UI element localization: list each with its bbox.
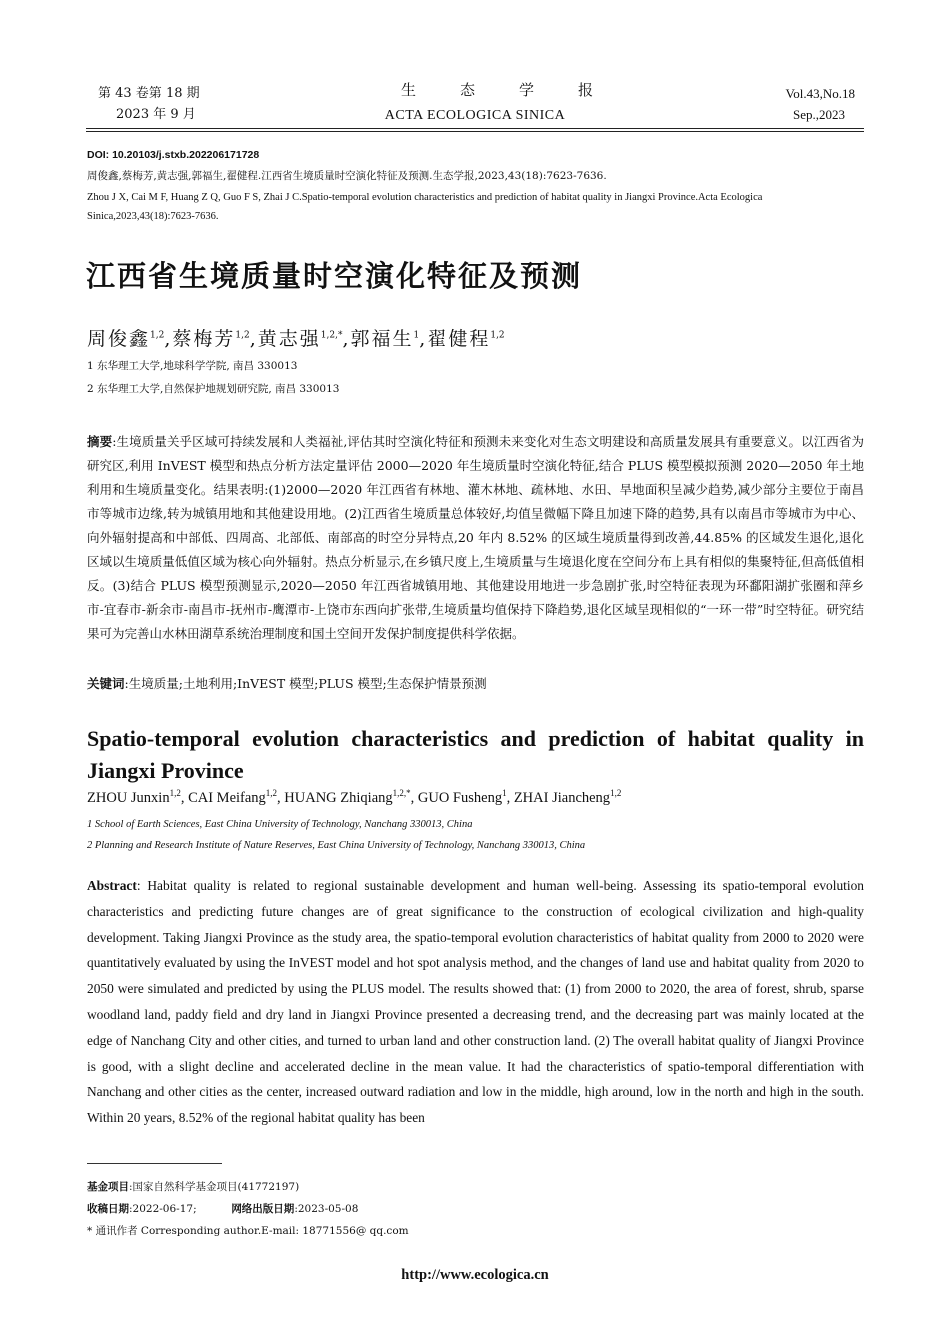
author-sup: 1,2 <box>150 330 165 341</box>
keywords-cn-text: :生境质量;土地利用;InVEST 模型;PLUS 模型;生态保护情景预测 <box>124 676 487 691</box>
author-cn: 翟健程 <box>427 328 491 350</box>
header-rule-bottom <box>86 131 864 132</box>
authors-en: ZHOU Junxin$^{1,2}$, CAI Meifang$^{1,2}$, HUANG Zhiqiang$^{1,2,*}$, GUO Fusheng$^1$, ZHAI Jiancheng$^{1,2}$ <box>87 788 622 806</box>
author-cn: 周俊鑫 <box>87 328 151 350</box>
author-sup: 1,2 <box>169 788 181 798</box>
abstract-en <box>87 873 864 1131</box>
fund-footnote <box>87 1177 299 1197</box>
citation-en: Zhou J X, Cai M F, Huang Z Q, Guo F S, Zhai J C.Spatio-temporal evolution characteristics and prediction of habitat quality in Jiangxi Province.Acta Ecologica Sinica,2023,43(18):7623-7636. <box>87 192 763 222</box>
author-cn: 郭福生 <box>350 328 414 350</box>
author-en: CAI Meifang <box>188 789 266 806</box>
affiliation-cn: 1 东华理工大学,地球科学学院, 南昌 330013 <box>87 360 298 372</box>
author-en: ZHAI Jiancheng <box>513 789 611 806</box>
journal-name-en: ACTA ECOLOGICA SINICA <box>384 108 566 123</box>
received-date: :2022-06-17; <box>129 1203 197 1215</box>
doi-value[interactable]: : 10.20103/j.stxb.202206171728 <box>105 149 260 161</box>
author-sup: 1,2 <box>610 788 622 798</box>
fund-text: :国家自然科学基金项目(41772197) <box>129 1181 300 1193</box>
title-en: Spatio-temporal evolution characteristics and prediction of habitat quality in Jiangxi Province <box>87 726 864 783</box>
title-cn: 江西省生境质量时空演化特征及预测 <box>86 259 583 293</box>
footer-url[interactable]: http://www.ecologica.cn <box>401 1267 549 1283</box>
author-cn: 蔡梅芳 <box>172 328 236 350</box>
author-sup: 1,2 <box>490 330 505 341</box>
authors-cn: 周俊鑫$^{1,2}$,蔡梅芳$^{1,2}$,黄志强$^{1,2,*}$,郭福生$^1$,翟健程$^{1,2}$ <box>87 328 505 350</box>
author-sup: 1 <box>502 788 507 798</box>
author-en: GUO Fusheng <box>417 789 503 806</box>
abstract-cn-label: 摘要 <box>87 434 113 449</box>
online-date: :2023-05-08 <box>294 1203 359 1215</box>
abstract-en-text: : Habitat quality is related to regional sustainable development and human well-being. Assessing its spatio-temporal evolution characteristics and predicting future changes are of great significance to the construction of ecological civilization and high-quality development. Taking Jiangxi Province as the study area, the spatio-temporal evolution characteristics of habitat quality from 2000 to 2020 were quantitatively evaluated by using the InVEST model and hot spot analysis method, and the changes of land use and habitat quality from 2020 to 2050 were simulated and predicted by using the PLUS model. The results showed that: (1) from 2000 to 2020, the area of forest, shrub, sparse woodland land, paddy field and dry land in Jiangxi Province presented a decreasing trend, and the decreasing part was mainly located at the edge of Nanchang City and other cities, and turned to urban land and other construction land. (2) The overall habitat quality of Jiangxi Province is good, with a slight decline and accelerated decline in the mean value. It had the characteristics of spatio-temporal differentiation with Nanchang and other cities as the center, increased outward radiation and low in the middle, high around, low in the north and high in the south. Within 20 years, 8.52% of the regional habitat quality has been <box>87 878 864 1126</box>
abstract-en-label: Abstract <box>87 878 137 893</box>
keywords-cn-label: 关键词 <box>87 676 125 691</box>
corresponding-footnote: * 通讯作者 Corresponding author.E-mail: 18771556@ qq.com <box>87 1225 409 1237</box>
received-label: 收稿日期 <box>87 1203 129 1215</box>
author-sup: 1,2,* <box>320 330 343 341</box>
dates-footnote <box>87 1199 358 1219</box>
author-en: ZHOU Junxin <box>87 789 170 806</box>
author-sup: 1 <box>413 330 420 341</box>
affiliation-cn: 2 东华理工大学,自然保护地规划研究院, 南昌 330013 <box>87 383 340 395</box>
date-cn: 2023 年 9 月 <box>116 107 196 122</box>
affiliation-en: 1 School of Earth Sciences, East China University of Technology, Nanchang 330013, China <box>87 819 473 830</box>
doi-label: DOI <box>87 149 106 161</box>
abstract-cn <box>87 430 864 646</box>
online-label: 网络出版日期 <box>231 1203 295 1215</box>
volume-issue-cn: 第 43 卷第 18 期 <box>98 86 200 101</box>
author-sup: 1,2,* <box>392 788 411 798</box>
date-en: Sep.,2023 <box>793 107 845 122</box>
volume-issue-en: Vol.43,No.18 <box>785 86 855 101</box>
abstract-cn-text: :生境质量关乎区域可持续发展和人类福祉,评估其时空演化特征和预测未来变化对生态文明建设和高质量发展具有重要意义。以江西省为研究区,利用 InVEST 模型和热点分析方法定量评估 2000—2020 年生境质量时空演化特征,结合 PLUS 模型模拟预测 2020—2050 年土地利用和生境质量变化。结果表明:(1)2000—2020 年江西省有林地、灌木林地、疏林地、水田、旱地面积呈减少趋势,减少部分主要位于南昌市等城市边缘,转为城镇用地和其他建设用地。(2)江西省生境质量总体较好,均值呈微幅下降且加速下降的趋势,具有以南昌市等城市为中心、向外辐射提高和中部低、四周高、北部低、南部高的时空分异特点,20 年内 8.52% 的区域生境质量得到改善,44.85% 的区域发生退化,退化区域以生境质量低值区域为核心向外辐射。热点分析显示,在乡镇尺度上,生境质量与生境退化度在空间分布上具有相似的集聚特征,但高低值相反。(3)结合 PLUS 模型预测显示,2020—2050 年江西省城镇用地、其他建设用地进一步急剧扩张,时空特征表现为环鄱阳湖扩张圈和萍乡市-宜春市-新余市-南昌市-抚州市-鹰潭市-上饶市东西向扩张带,生境质量均值保持下降趋势,退化区域呈现相似的“一环一带”时空特征。研究结果可为完善山水林田湖草系统治理制度和国土空间开发保护制度提供科学依据。 <box>87 434 864 641</box>
citation-cn: 周俊鑫,蔡梅芳,黄志强,郭福生,翟健程.江西省生境质量时空演化特征及预测.生态学报,2023,43(18):7623-7636. <box>87 170 607 182</box>
author-sup: 1,2 <box>265 788 278 798</box>
affiliation-en: 2 Planning and Research Institute of Nature Reserves, East China University of Technology, Nanchang 330013, China <box>87 840 586 851</box>
author-sup: 1,2 <box>235 330 250 341</box>
author-en: HUANG Zhiqiang <box>284 789 393 806</box>
journal-name-cn: 生态学报 <box>400 81 637 99</box>
author-cn: 黄志强 <box>257 328 321 350</box>
header-rule-top <box>86 128 864 129</box>
doi-line <box>87 146 863 165</box>
keywords-cn <box>87 674 487 694</box>
footnote-rule <box>87 1163 222 1164</box>
fund-label: 基金项目 <box>87 1181 129 1193</box>
